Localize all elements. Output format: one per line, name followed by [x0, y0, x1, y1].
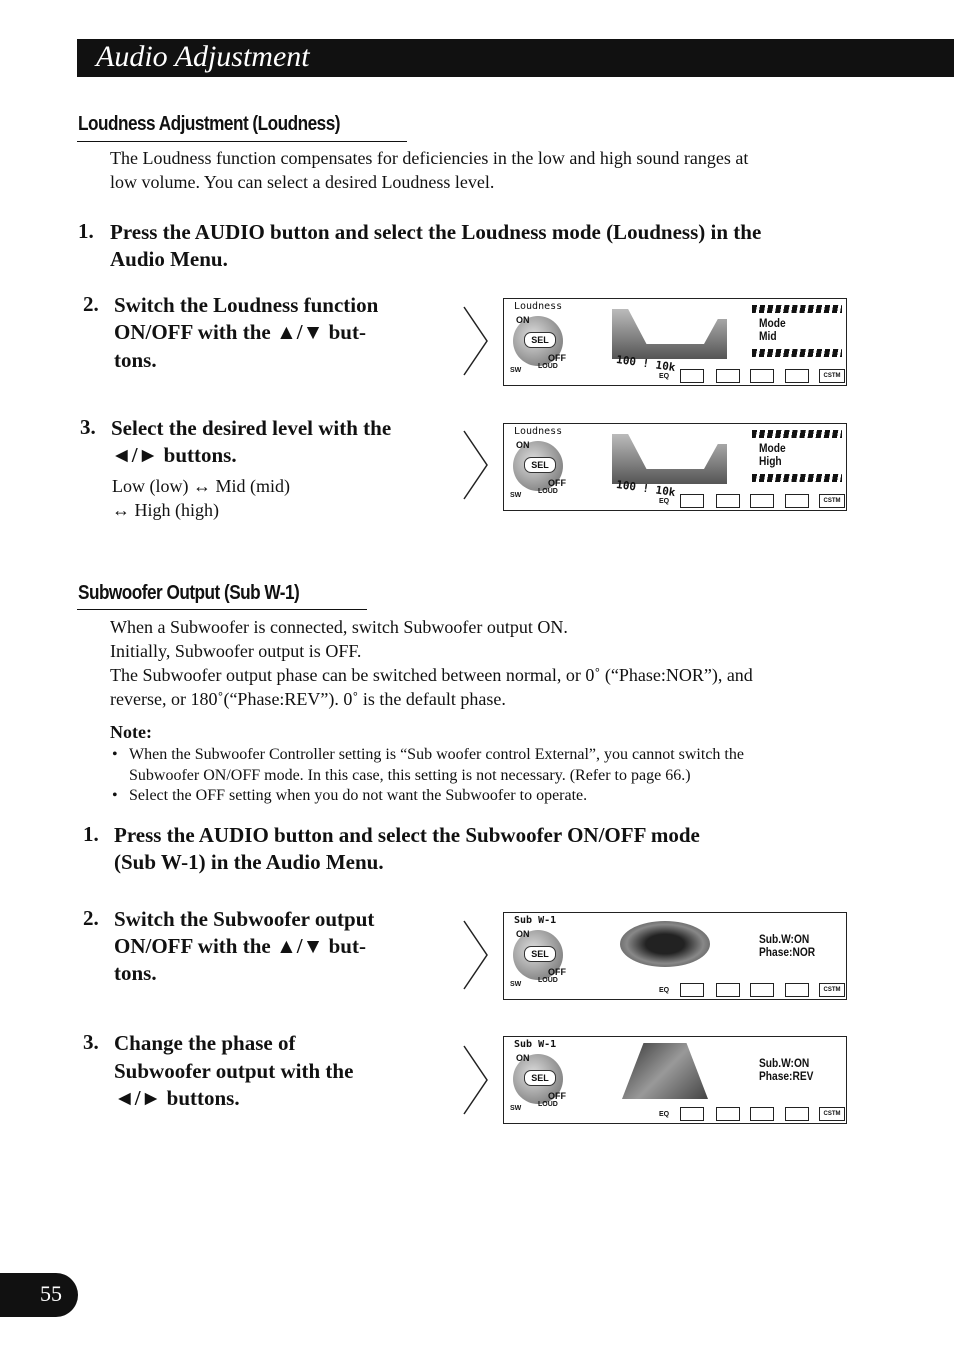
- loudness-step3-number: 3.: [80, 415, 96, 439]
- zigzag-decoration: [752, 474, 842, 482]
- subwoofer-para-3: The Subwoofer output phase can be switched between normal, or 0˚ (“Phase:NOR”), and: [110, 665, 753, 685]
- sel-label: SEL: [524, 332, 556, 348]
- subwoofer-step3-line1: Change the phase of: [114, 1031, 296, 1055]
- note-2: Select the OFF setting when you do not want the Subwoofer to operate.: [129, 787, 588, 804]
- readout-line2: Phase:NOR: [759, 945, 816, 959]
- eq-label: EQ: [659, 987, 670, 994]
- loudness-step2-line3: tons.: [114, 348, 157, 372]
- readout-line1: Sub.W:ON: [759, 932, 810, 946]
- readout-line2: High: [759, 454, 782, 468]
- subwoofer-display-nor: [503, 912, 847, 1000]
- eq-curve-icon: [785, 1107, 809, 1121]
- loud-label: LOUD: [538, 1101, 558, 1108]
- subwoofer-para-1: When a Subwoofer is connected, switch Subwoofer output ON.: [110, 617, 568, 637]
- loudness-step2-line2: ON/OFF with the ▲/▼ but-: [114, 320, 366, 344]
- eq-label: EQ: [659, 373, 670, 380]
- off-label: OFF: [548, 1091, 566, 1101]
- display-readout: [759, 1057, 813, 1083]
- eq-curve-icon: [716, 369, 740, 383]
- loudness-step2-line1: Switch the Loudness function: [114, 293, 379, 317]
- subwoofer-step2-line3: tons.: [114, 961, 157, 985]
- subwoofer-step1-line2: (Sub W-1) in the Audio Menu.: [114, 850, 384, 874]
- sel-label: SEL: [524, 457, 556, 473]
- subwoofer-para-4: reverse, or 180˚(“Phase:REV”). 0˚ is the default phase.: [110, 689, 506, 709]
- subwoofer-step2-line1: Switch the Subwoofer output: [114, 907, 375, 931]
- subwoofer-step3-number: 3.: [83, 1030, 99, 1054]
- on-label: ON: [516, 929, 530, 939]
- eq-curve-icon: [785, 983, 809, 997]
- loudness-intro: The Loudness function compensates for deficiencies in the low and high sound ranges at: [110, 148, 749, 168]
- loudness-step3-line1: Select the desired level with the: [111, 416, 392, 440]
- subwoofer-step1-number: 1.: [83, 822, 99, 846]
- pointer-arrow-icon: [463, 1045, 489, 1115]
- loudness-display-high: [503, 423, 847, 511]
- subwoofer-step1-line1: Press the AUDIO button and select the Subwoofer ON/OFF mode: [114, 823, 700, 847]
- eq-curve-icon: [680, 369, 704, 383]
- loudness-step1-line2: Audio Menu.: [110, 247, 228, 271]
- display-title: Sub W-1: [514, 915, 557, 926]
- page-number-tab: [0, 1273, 78, 1317]
- cstm-label: CSTM: [819, 983, 845, 997]
- page-title: Audio Adjustment: [96, 40, 310, 73]
- cstm-label: CSTM: [819, 369, 845, 383]
- loudness-step3-line2: ◄/► buttons.: [111, 443, 237, 467]
- readout-line2: Phase:REV: [759, 1069, 814, 1083]
- loudness-step1-number: 1.: [78, 219, 94, 243]
- on-label: ON: [516, 1053, 530, 1063]
- readout-line1: Mode: [759, 441, 786, 455]
- loud-label: LOUD: [538, 363, 558, 370]
- loudness-heading-rule: [77, 141, 407, 142]
- eq-curve-icon: [680, 1107, 704, 1121]
- subwoofer-step3-line2: Subwoofer output with the: [114, 1059, 354, 1083]
- off-label: OFF: [548, 967, 566, 977]
- note-bullet: •: [112, 787, 118, 804]
- pointer-arrow-icon: [463, 306, 489, 376]
- sel-label: SEL: [524, 946, 556, 962]
- eq-curve-icon: [716, 983, 740, 997]
- eq-curve-icon: [750, 494, 774, 508]
- off-label: OFF: [548, 478, 566, 488]
- note-1-line2: Subwoofer ON/OFF mode. In this case, this setting is not necessary. (Refer to page 66.): [129, 767, 691, 784]
- readout-line2: Mid: [759, 329, 777, 343]
- eq-curve-icon: [750, 983, 774, 997]
- loudness-step1-line1: Press the AUDIO button and select the Loudness mode (Loudness) in the: [110, 220, 762, 244]
- zigzag-decoration: [752, 430, 842, 438]
- display-title: Sub W-1: [514, 1039, 557, 1050]
- sw-label: SW: [510, 492, 522, 499]
- subwoofer-step3-line3: ◄/► buttons.: [114, 1086, 240, 1110]
- loud-label: LOUD: [538, 977, 558, 984]
- loudness-intro-2: low volume. You can select a desired Loudness level.: [110, 172, 495, 192]
- loudness-levels-line2: ↔ High (high): [112, 500, 219, 520]
- eq-curve-icon: [716, 494, 740, 508]
- subwoofer-step2-line2: ON/OFF with the ▲/▼ but-: [114, 934, 366, 958]
- on-label: ON: [516, 315, 530, 325]
- subwoofer-display-rev: [503, 1036, 847, 1124]
- pointer-arrow-icon: [463, 430, 489, 500]
- eq-curve-icon: [785, 369, 809, 383]
- display-title: Loudness: [514, 426, 563, 437]
- cstm-label: CSTM: [819, 494, 845, 508]
- display-readout: [759, 933, 815, 959]
- page-number: 55: [40, 1281, 62, 1306]
- subwoofer-heading-rule: [77, 609, 367, 610]
- readout-line1: Mode: [759, 316, 786, 330]
- loudness-display-mid: [503, 298, 847, 386]
- loud-label: LOUD: [538, 488, 558, 495]
- subwoofer-step2-number: 2.: [83, 906, 99, 930]
- display-readout: [759, 317, 786, 343]
- display-title: Loudness: [514, 301, 563, 312]
- cstm-label: CSTM: [819, 1107, 845, 1121]
- eq-curve-icon: [750, 1107, 774, 1121]
- speaker-icon: [620, 921, 710, 967]
- eq-curve-icon: [680, 494, 704, 508]
- on-label: ON: [516, 440, 530, 450]
- eq-curve-icon: [750, 369, 774, 383]
- eq-curve-icon: [785, 494, 809, 508]
- loudness-step2-number: 2.: [83, 292, 99, 316]
- sw-label: SW: [510, 981, 522, 988]
- loudness-curve-graphic: [612, 309, 727, 359]
- loudness-heading: Loudness Adjustment (Loudness): [78, 113, 340, 135]
- speaker-reversed-icon: [622, 1043, 708, 1099]
- loudness-curve-graphic: [612, 434, 727, 484]
- off-label: OFF: [548, 353, 566, 363]
- pointer-arrow-icon: [463, 920, 489, 990]
- display-readout: [759, 442, 786, 468]
- subwoofer-para-2: Initially, Subwoofer output is OFF.: [110, 641, 362, 661]
- frequency-label: 100 ! 10k: [615, 477, 677, 500]
- subwoofer-heading: Subwoofer Output (Sub W-1): [78, 582, 300, 604]
- note-bullet: •: [112, 746, 118, 763]
- note-1-line1: When the Subwoofer Controller setting is “Sub woofer control External”, you cannot switch the: [129, 746, 744, 763]
- loudness-levels-line1: Low (low) ↔ Mid (mid): [112, 476, 290, 496]
- eq-curve-icon: [716, 1107, 740, 1121]
- note-label: Note:: [110, 722, 152, 742]
- sw-label: SW: [510, 1105, 522, 1112]
- readout-line1: Sub.W:ON: [759, 1056, 810, 1070]
- sel-label: SEL: [524, 1070, 556, 1086]
- eq-label: EQ: [659, 1111, 670, 1118]
- eq-curve-icon: [680, 983, 704, 997]
- eq-label: EQ: [659, 498, 670, 505]
- sw-label: SW: [510, 367, 522, 374]
- frequency-label: 100 ! 10k: [615, 352, 677, 375]
- zigzag-decoration: [752, 305, 842, 313]
- zigzag-decoration: [752, 349, 842, 357]
